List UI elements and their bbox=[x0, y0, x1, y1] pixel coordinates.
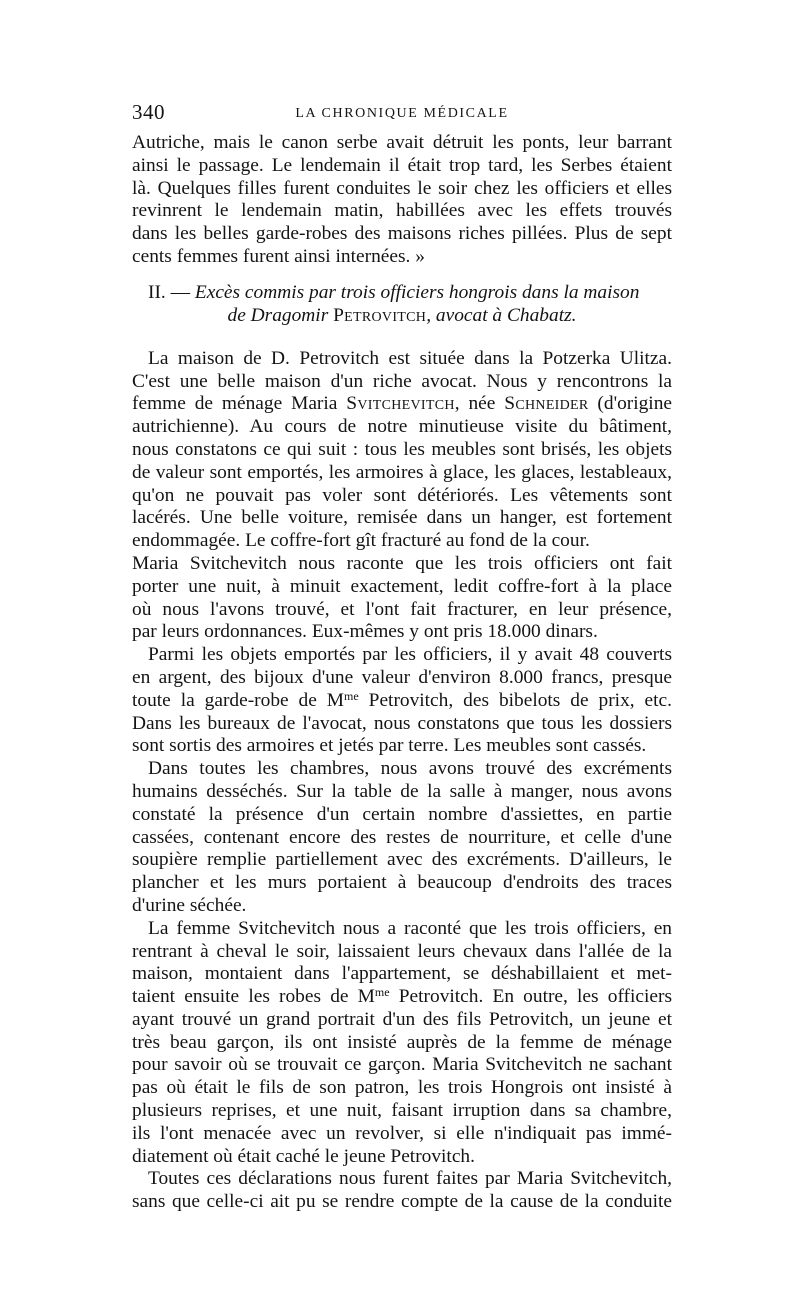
text-line: où nous l'avons trouvé, et l'ont fait fracturer, en leur présence, bbox=[132, 598, 672, 620]
text-line: plusieurs reprises, et une nuit, faisant irruption dans sa chambre, bbox=[132, 1100, 672, 1122]
text-line: qu'on ne pouvait pas voler sont détériorés. Les vêtements sont bbox=[132, 484, 672, 506]
text-line: plancher et les murs portaient à beaucoup d'endroits des traces bbox=[132, 872, 672, 894]
section-title-name: Petrovitch bbox=[333, 304, 427, 326]
text-line bbox=[132, 690, 672, 713]
text-line: rentrant à cheval le soir, laissaient leurs chevaux dans l'allée de la bbox=[132, 940, 672, 962]
text-fragment: taient ensuite les robes de M bbox=[132, 986, 375, 1008]
text-line: ayant trouvé un grand portrait d'un des fils Petrovitch, un jeune et bbox=[132, 1008, 672, 1030]
text-line: constaté la présence d'un certain nombre d'assiettes, en partie bbox=[132, 803, 672, 825]
text-line: de valeur sont emportés, les armoires à glace, les glaces, lestableaux, bbox=[132, 461, 672, 483]
text-line: lacérés. Une belle voiture, remisée dans un hanger, est fortement bbox=[132, 507, 672, 529]
section-title-part-1: Excès commis par trois officiers hongrois dans la maison bbox=[194, 281, 640, 303]
text-fragment: toute la garde-robe de M bbox=[132, 689, 345, 711]
text-fragment: Petrovitch, des bibelots de prix, etc. bbox=[358, 689, 672, 711]
page-number: 340 bbox=[132, 100, 165, 124]
text-line: Dans toutes les chambres, nous avons trouvé des excréments bbox=[148, 758, 672, 780]
text-line: humains desséchés. Sur la table de la salle à manger, nous avons bbox=[132, 780, 672, 802]
text-line: ainsi le passage. Le lendemain il était trop tard, les Serbes étaient bbox=[132, 154, 672, 176]
person-name: Svitchevitch bbox=[346, 393, 455, 415]
text-line: sont sortis des armoires et jetés par terre. Les meubles sont cassés. bbox=[132, 735, 647, 757]
journal-title: LA CHRONIQUE MÉDICALE bbox=[295, 106, 509, 121]
paragraph-intro bbox=[132, 132, 672, 269]
text-line: pas où était le fils de son patron, les trois Hongrois ont insisté à bbox=[132, 1077, 672, 1099]
section-heading-line-1 bbox=[132, 281, 672, 304]
text-line: porter une nuit, à minuit exactement, ledit coffre-fort à la place bbox=[132, 575, 672, 597]
person-name: Schneider bbox=[504, 393, 589, 415]
section-title-part-3: , avocat à Chabatz. bbox=[426, 304, 577, 326]
paragraph-chambres bbox=[132, 758, 672, 918]
text-fragment: femme de ménage Maria bbox=[132, 393, 347, 415]
text-line: Toutes ces déclarations nous furent faites par Maria Svitchevitch, bbox=[148, 1168, 672, 1190]
text-line: Dans les bureaux de l'avocat, nous constatons que tous les dossiers bbox=[132, 712, 672, 734]
text-line: pour savoir où se trouvait ce garçon. Maria Svitchevitch ne sachant bbox=[132, 1054, 672, 1076]
text-line: autrichienne). Au cours de notre minutieuse visite du bâtiment, bbox=[132, 416, 672, 438]
running-head bbox=[132, 100, 672, 132]
text-line: cassées, contenant encore des restes de nourriture, et celle d'une bbox=[132, 826, 672, 848]
text-line: endommagée. Le coffre-fort gît fracturé au fond de la cour. bbox=[132, 530, 590, 552]
text-line: en argent, des bijoux d'une valeur d'environ 8.000 francs, presque bbox=[132, 666, 672, 688]
text-line: diatement où était caché le jeune Petrovitch. bbox=[132, 1145, 475, 1167]
text-line: Maria Svitchevitch nous raconte que les trois officiers ont fait bbox=[132, 552, 672, 574]
superscript: me bbox=[374, 985, 390, 1000]
text-line: très beau garçon, ils ont insisté auprès de la femme de ménage bbox=[132, 1031, 672, 1053]
text-line: La femme Svitchevitch nous a raconté que les trois officiers, en bbox=[148, 917, 672, 939]
section-number: II. — bbox=[148, 281, 191, 303]
text-line: dans les belles garde-robes des maisons riches pillées. Plus de sept bbox=[132, 223, 672, 245]
text-line: sans que celle-ci ait pu se rendre compte de la cause de la conduite bbox=[132, 1191, 672, 1213]
superscript: me bbox=[344, 688, 359, 703]
text-line: cents femmes furent ainsi internées. » bbox=[132, 245, 425, 267]
paragraph-maison bbox=[132, 348, 672, 553]
text-line: par leurs ordonnances. Eux-mêmes y ont pris 18.000 dinars. bbox=[132, 621, 598, 643]
paragraph-objets bbox=[132, 644, 672, 758]
text-line: d'urine séchée. bbox=[132, 894, 247, 916]
section-heading bbox=[132, 281, 672, 327]
text-fragment: , née bbox=[454, 393, 505, 415]
paragraph-coffre-fort bbox=[132, 553, 672, 644]
text-line: revinrent le lendemain matin, habillées avec les effets trouvés bbox=[132, 200, 672, 222]
paragraph-femme bbox=[132, 918, 672, 1169]
text-line: soupière remplie partiellement avec des excréments. D'ailleurs, le bbox=[132, 849, 672, 871]
text-fragment: (d'origine bbox=[588, 393, 673, 415]
text-line bbox=[132, 393, 672, 416]
text-line: La maison de D. Petrovitch est située dans la Potzerka Ulitza. bbox=[148, 347, 672, 369]
text-line: maison, montaient dans l'appartement, se déshabillaient et met- bbox=[132, 963, 672, 985]
text-line: Parmi les objets emportés par les officiers, il y avait 48 couverts bbox=[148, 644, 672, 666]
text-line: C'est une belle maison d'un riche avocat. Nous y rencontrons la bbox=[132, 370, 672, 392]
text-line: nous constatons ce qui suit : tous les meubles sont brisés, les objets bbox=[132, 438, 672, 460]
section-title-part-2: de Dragomir bbox=[227, 304, 334, 326]
paragraph-declarations bbox=[132, 1168, 672, 1214]
text-fragment: Petrovitch. En outre, les officiers bbox=[389, 986, 672, 1008]
page bbox=[132, 100, 672, 1214]
section-heading-line-2 bbox=[132, 304, 672, 327]
text-line: ils l'ont menacée avec un revolver, si elle n'indiquait pas immé- bbox=[132, 1122, 672, 1144]
text-line bbox=[132, 986, 672, 1009]
text-line: Autriche, mais le canon serbe avait détruit les ponts, leur barrant bbox=[132, 132, 672, 153]
text-line: là. Quelques filles furent conduites le soir chez les officiers et elles bbox=[132, 177, 672, 199]
